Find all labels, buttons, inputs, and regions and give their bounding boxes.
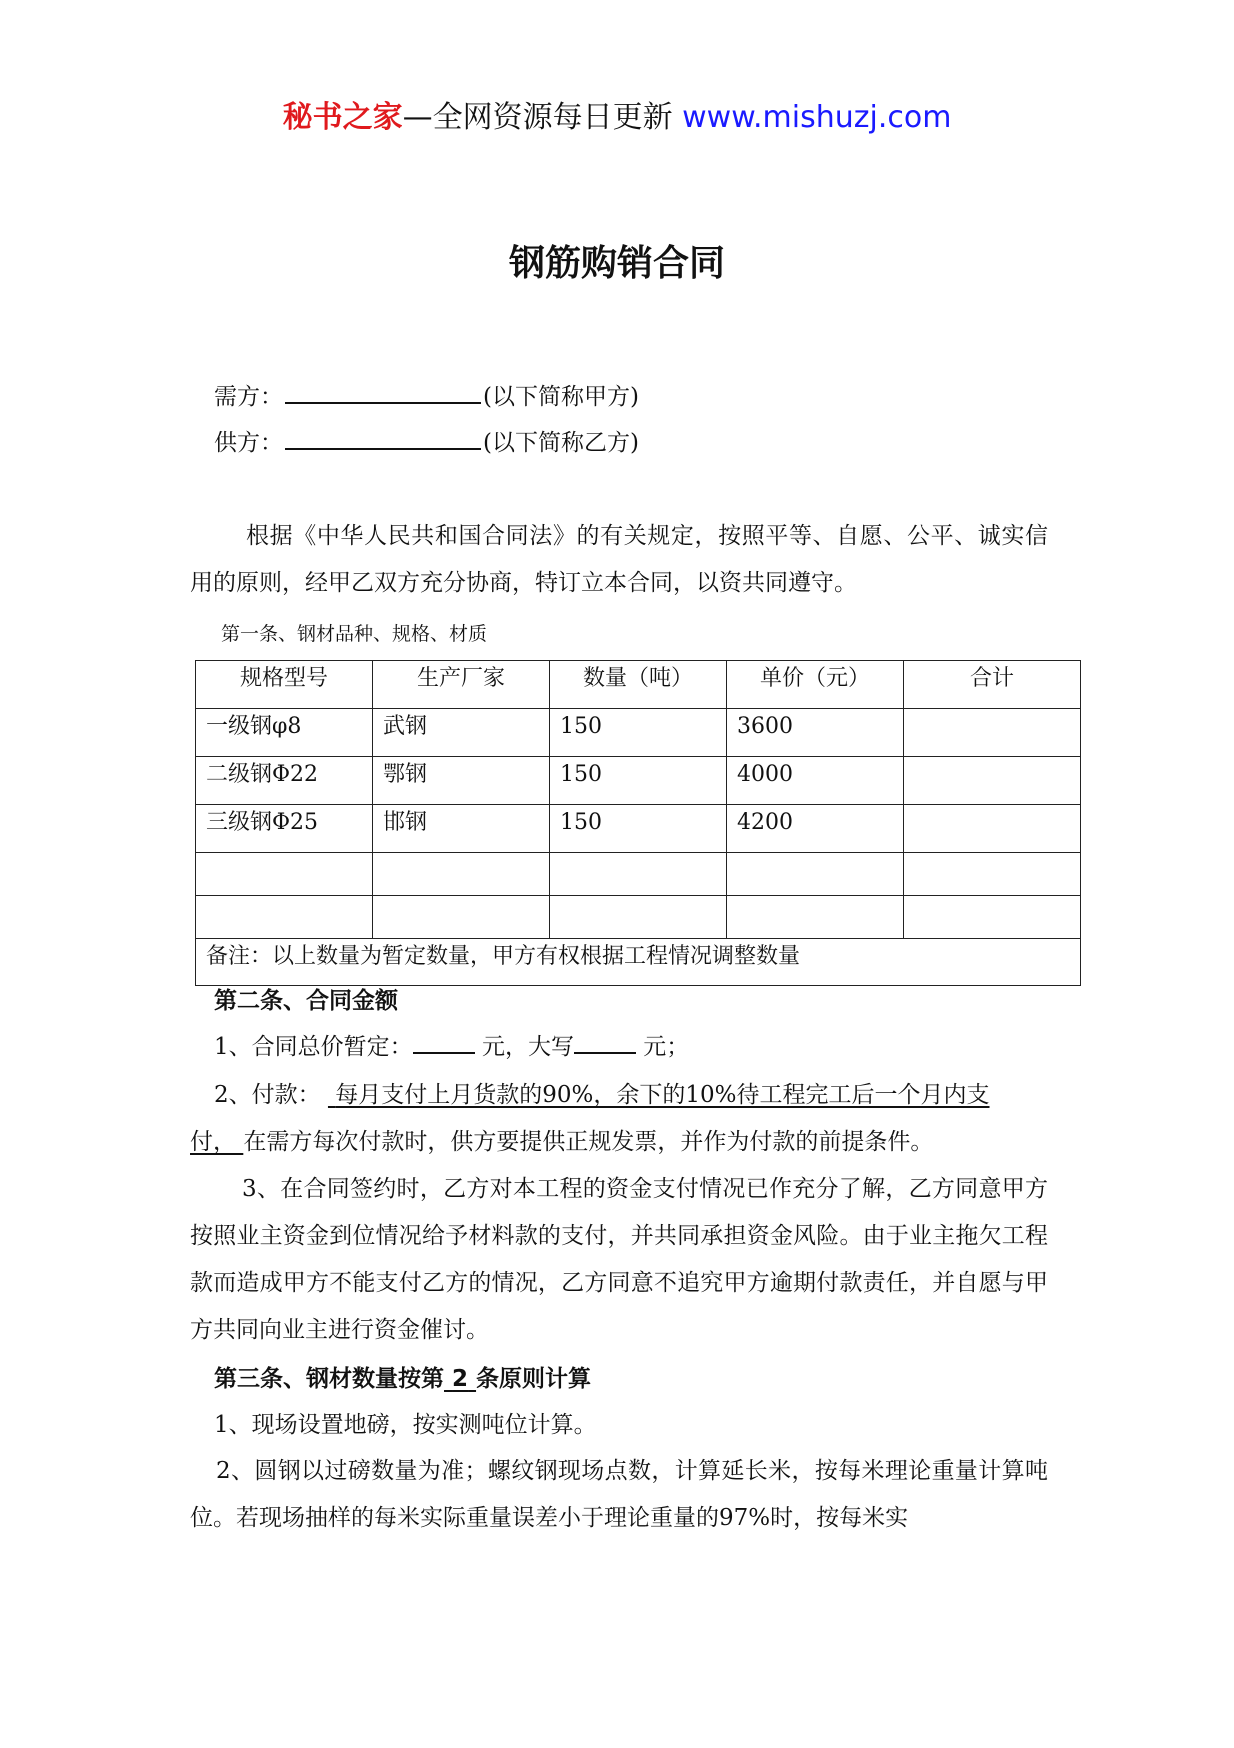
table-cell [196, 896, 373, 939]
table-cell: 鄂钢 [373, 757, 550, 805]
column-header: 合计 [904, 661, 1081, 709]
item1-text-b: 元，大写 [481, 1034, 574, 1060]
article3-heading-num: 2 [452, 1366, 469, 1392]
buyer-suffix: (以下简称甲方) [483, 384, 639, 410]
table-cell: 4000 [727, 757, 904, 805]
item2-label: 2、付款： [214, 1082, 321, 1108]
table-row [196, 805, 1081, 853]
table-cell: 4200 [727, 805, 904, 853]
table-cell: 三级钢Φ25 [196, 805, 373, 853]
item1-text-c: 元； [643, 1034, 690, 1060]
article3-heading-b: 条原则计算 [476, 1366, 592, 1392]
site-url-link[interactable]: www.mishuzj.com [682, 100, 952, 135]
table-cell [904, 805, 1081, 853]
site-slogan: —全网资源每日更新 [402, 100, 673, 135]
table-cell [550, 896, 727, 939]
item2-rest: 在需方每次付款时，供方要提供正规发票，并作为付款的前提条件。 [243, 1129, 934, 1155]
table-note: 备注：以上数量为暂定数量，甲方有权根据工程情况调整数量 [196, 939, 1081, 986]
article3-item2: 2、圆钢以过磅数量为准；螺纹钢现场点数，计算延长米，按每米理论重量计算吨位。若现场抽样的每米实际重量误差小于理论重量的97%时，按每米实 [190, 1458, 1048, 1531]
article3-heading-a: 第三条、钢材数量按第 [214, 1366, 444, 1392]
article3-heading [214, 1362, 591, 1396]
table-cell: 150 [550, 709, 727, 757]
article2-heading: 第二条、合同金额 [214, 988, 398, 1014]
buyer-blank [285, 380, 481, 404]
table-cell: 武钢 [373, 709, 550, 757]
seller-blank [285, 426, 481, 450]
site-brand: 秘书之家 [282, 100, 403, 135]
table-cell: 一级钢φ8 [196, 709, 373, 757]
site-header [0, 98, 1234, 138]
table-cell [727, 853, 904, 896]
table-cell: 150 [550, 805, 727, 853]
table-cell [196, 853, 373, 896]
table-cell [373, 896, 550, 939]
item2-underlined-2: 付， [190, 1129, 236, 1155]
article1-heading: 第一条、钢材品种、规格、材质 [221, 623, 488, 645]
seller-suffix: (以下简称乙方) [483, 430, 639, 456]
document-title: 钢筋购销合同 [508, 243, 725, 284]
table-cell: 邯钢 [373, 805, 550, 853]
buyer-label: 需方： [214, 384, 283, 410]
column-header: 单价（元） [727, 661, 904, 709]
preamble: 根据《中华人民共和国合同法》的有关规定，按照平等、自愿、公平、诚实信用的原则，经甲乙双方充分协商，特订立本合同，以资共同遵守。 [190, 523, 1048, 596]
table-row [196, 709, 1081, 757]
buyer-line [214, 380, 639, 414]
table-cell [904, 853, 1081, 896]
article2-item2-line2 [190, 1125, 933, 1159]
article2-item3: 3、在合同签约时，乙方对本工程的资金支付情况已作充分了解，乙方同意甲方按照业主资金到位情况给予材料款的支付，并共同承担资金风险。由于业主拖欠工程款而造成甲方不能支付乙方的情况，乙方同意不追究甲方逾期付款责任，并自愿与甲方共同向业主进行资金催讨。 [190, 1176, 1048, 1343]
seller-label: 供方： [214, 430, 283, 456]
total-price-blank [413, 1030, 475, 1054]
table-cell: 3600 [727, 709, 904, 757]
table-cell [550, 853, 727, 896]
article3-item1: 1、现场设置地磅，按实测吨位计算。 [214, 1412, 597, 1438]
article2-item1 [214, 1030, 689, 1064]
table-cell: 150 [550, 757, 727, 805]
item1-text-a: 1、合同总价暂定： [214, 1034, 413, 1060]
column-header: 数量（吨） [550, 661, 727, 709]
item2-underlined-1: 每月支付上月货款的90%，余下的10%待工程完工后一个月内支 [335, 1082, 990, 1108]
table-cell [727, 896, 904, 939]
column-header: 规格型号 [196, 661, 373, 709]
seller-line [214, 426, 639, 460]
table-cell [904, 757, 1081, 805]
column-header: 生产厂家 [373, 661, 550, 709]
capital-amount-blank [574, 1030, 636, 1054]
table-row [196, 896, 1081, 939]
table-cell [904, 709, 1081, 757]
table-cell: 二级钢Φ22 [196, 757, 373, 805]
steel-spec-table [195, 660, 1081, 986]
table-row [196, 757, 1081, 805]
table-cell [373, 853, 550, 896]
table-header-row [196, 661, 1081, 709]
table-row [196, 853, 1081, 896]
article2-item2-line1 [214, 1078, 990, 1112]
table-cell [904, 896, 1081, 939]
table-note-row [196, 939, 1081, 986]
